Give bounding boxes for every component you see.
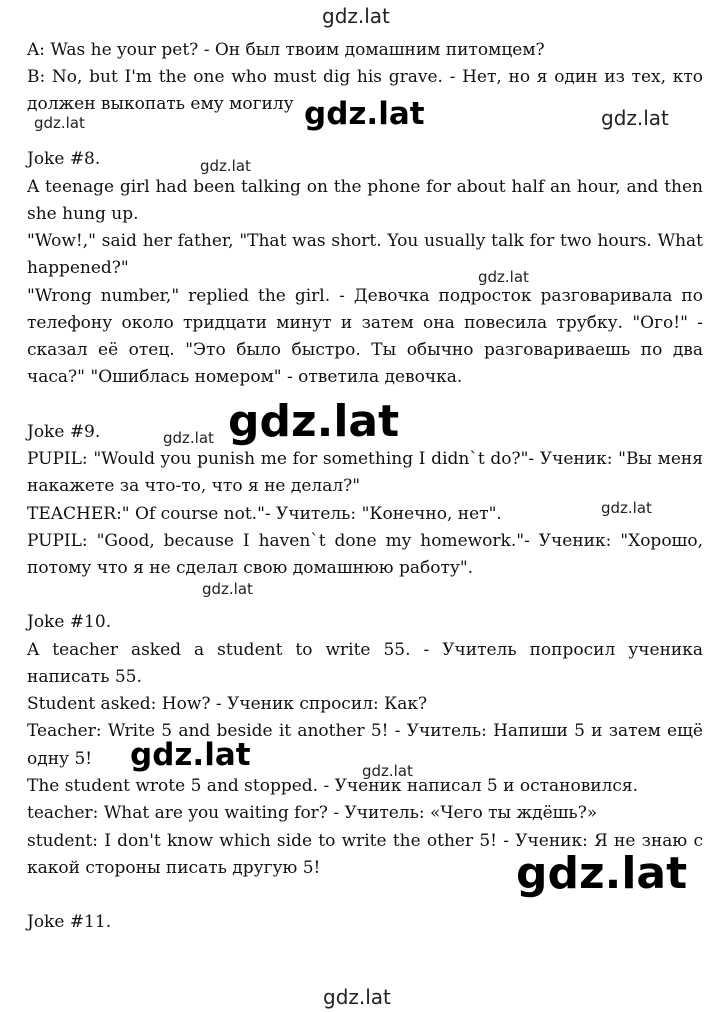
text-line: teacher: What are you waiting for? - Учитель: «Чего ты ждёшь?»	[27, 803, 598, 823]
text-line: телефону около тридцати минут и затем она повесила трубку. "Ого!" -	[27, 313, 703, 333]
text-line: "Wrong number," replied the girl. - Девочка подросток разговаривала по	[27, 286, 703, 306]
watermark: gdz.lat	[130, 737, 251, 773]
text-line: A teenage girl had been talking on the phone for about half an hour, and then	[27, 177, 703, 197]
watermark: gdz.lat	[200, 157, 251, 175]
text-line: "Wow!," said her father, "That was short. You usually talk for two hours. What	[27, 231, 703, 251]
joke-heading: Joke #9.	[27, 422, 101, 442]
text-line: какой стороны писать другую 5!	[27, 858, 321, 878]
text-line: she hung up.	[27, 204, 139, 224]
watermark: gdz.lat	[322, 4, 390, 28]
joke-heading: Joke #10.	[27, 612, 112, 632]
text-line: одну 5!	[27, 749, 93, 769]
watermark: gdz.lat	[228, 396, 400, 447]
watermark: gdz.lat	[34, 114, 85, 132]
joke-heading: Joke #8.	[27, 149, 101, 169]
text-line: PUPIL: "Would you punish me for something I didn`t do?"- Ученик: "Вы меня	[27, 449, 703, 469]
text-line: student: I don't know which side to write the other 5! - Ученик: Я не знаю с	[27, 831, 703, 851]
text-line: happened?"	[27, 258, 129, 278]
watermark: gdz.lat	[362, 762, 413, 780]
watermark: gdz.lat	[304, 96, 425, 132]
watermark: gdz.lat	[323, 985, 391, 1009]
text-line: A teacher asked a student to write 55. - Учитель попросил ученика	[27, 640, 703, 660]
text-line: A: Was he your pet? - Он был твоим домашним питомцем?	[27, 40, 545, 60]
text-line: должен выкопать ему могилу	[27, 94, 294, 114]
watermark: gdz.lat	[478, 268, 529, 286]
text-line: Teacher: Write 5 and beside it another 5! - Учитель: Напиши 5 и затем ещё	[27, 721, 703, 741]
watermark: gdz.lat	[202, 580, 253, 598]
watermark: gdz.lat	[516, 848, 688, 899]
text-line: TEACHER:" Of course not."- Учитель: "Конечно, нет".	[27, 504, 502, 524]
watermark: gdz.lat	[163, 429, 214, 447]
watermark: gdz.lat	[601, 106, 669, 130]
text-line: B: No, but I'm the one who must dig his grave. - Нет, но я один из тех, кто	[27, 67, 703, 87]
text-line: Student asked: How? - Ученик спросил: Как?	[27, 694, 428, 714]
text-line: накажете за что-то, что я не делал?"	[27, 476, 361, 496]
watermark: gdz.lat	[601, 499, 652, 517]
text-line: написать 55.	[27, 667, 142, 687]
text-line: PUPIL: "Good, because I haven`t done my homework."- Ученик: "Хорошо,	[27, 531, 703, 551]
text-line: часа?" "Ошиблась номером" - ответила девочка.	[27, 367, 463, 387]
joke-heading: Joke #11.	[27, 912, 112, 932]
text-line: The student wrote 5 and stopped. - Ученик написал 5 и остановился.	[27, 776, 639, 796]
text-line: потому что я не сделал свою домашнюю работу".	[27, 558, 474, 578]
text-line: сказал её отец. "Это было быстро. Ты обычно разговариваешь по два	[27, 340, 703, 360]
